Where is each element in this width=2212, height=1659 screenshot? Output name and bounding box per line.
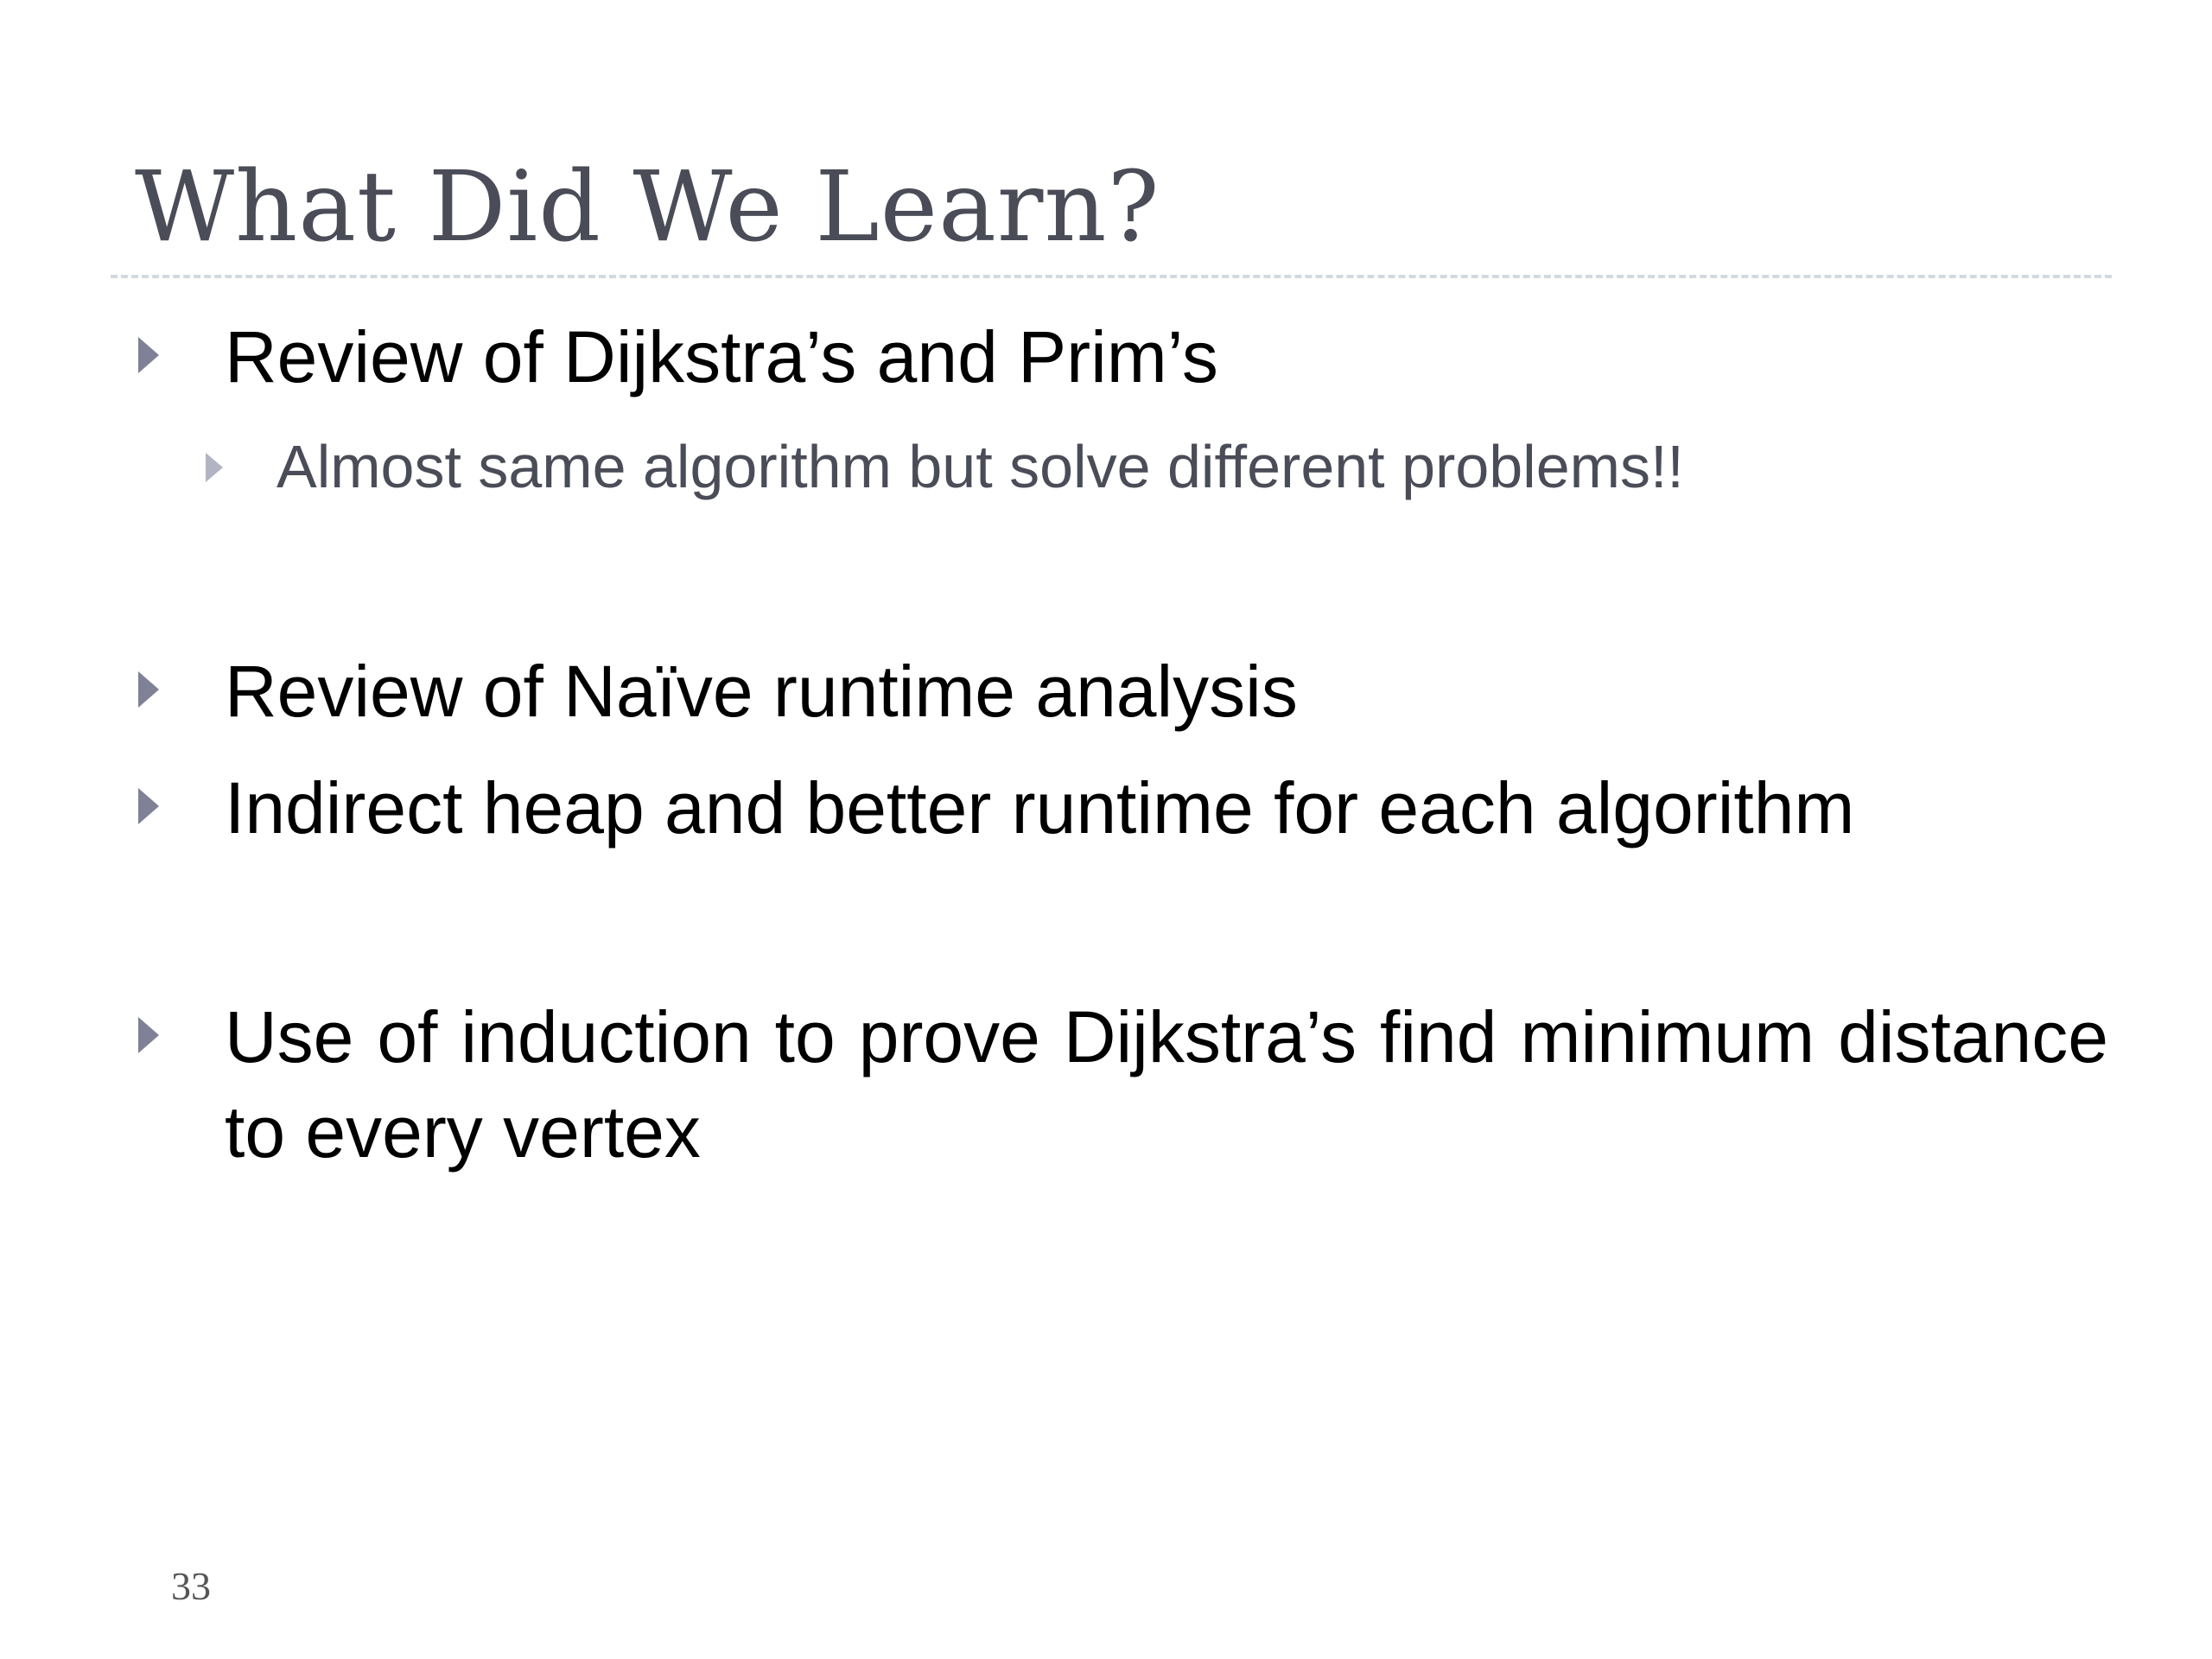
bullet-item <box>138 989 2108 1179</box>
triangle-right-icon <box>138 337 159 373</box>
bullet-text: Indirect heap and better runtime for each algorithm <box>225 767 1855 849</box>
bullet-item <box>138 309 1218 404</box>
sub-bullet-item <box>206 427 1684 506</box>
triangle-right-icon <box>138 788 159 824</box>
page-number: 33 <box>171 1564 211 1608</box>
slide-title: What Did We Learn? <box>135 151 1160 264</box>
bullet-text: Use of induction to prove Dijkstra’s find minimum distance to every vertex <box>225 996 2108 1173</box>
bullet-text: Review of Naïve runtime analysis <box>225 651 1298 732</box>
title-divider <box>111 275 2112 278</box>
bullet-item <box>138 644 1298 739</box>
sub-bullet-text: Almost same algorithm but solve different problems!! <box>276 433 1684 500</box>
triangle-right-icon <box>206 453 223 482</box>
triangle-right-icon <box>138 671 159 708</box>
bullet-item <box>138 760 1854 855</box>
triangle-right-icon <box>138 1017 159 1053</box>
bullet-text: Review of Dijkstra’s and Prim’s <box>225 316 1218 397</box>
